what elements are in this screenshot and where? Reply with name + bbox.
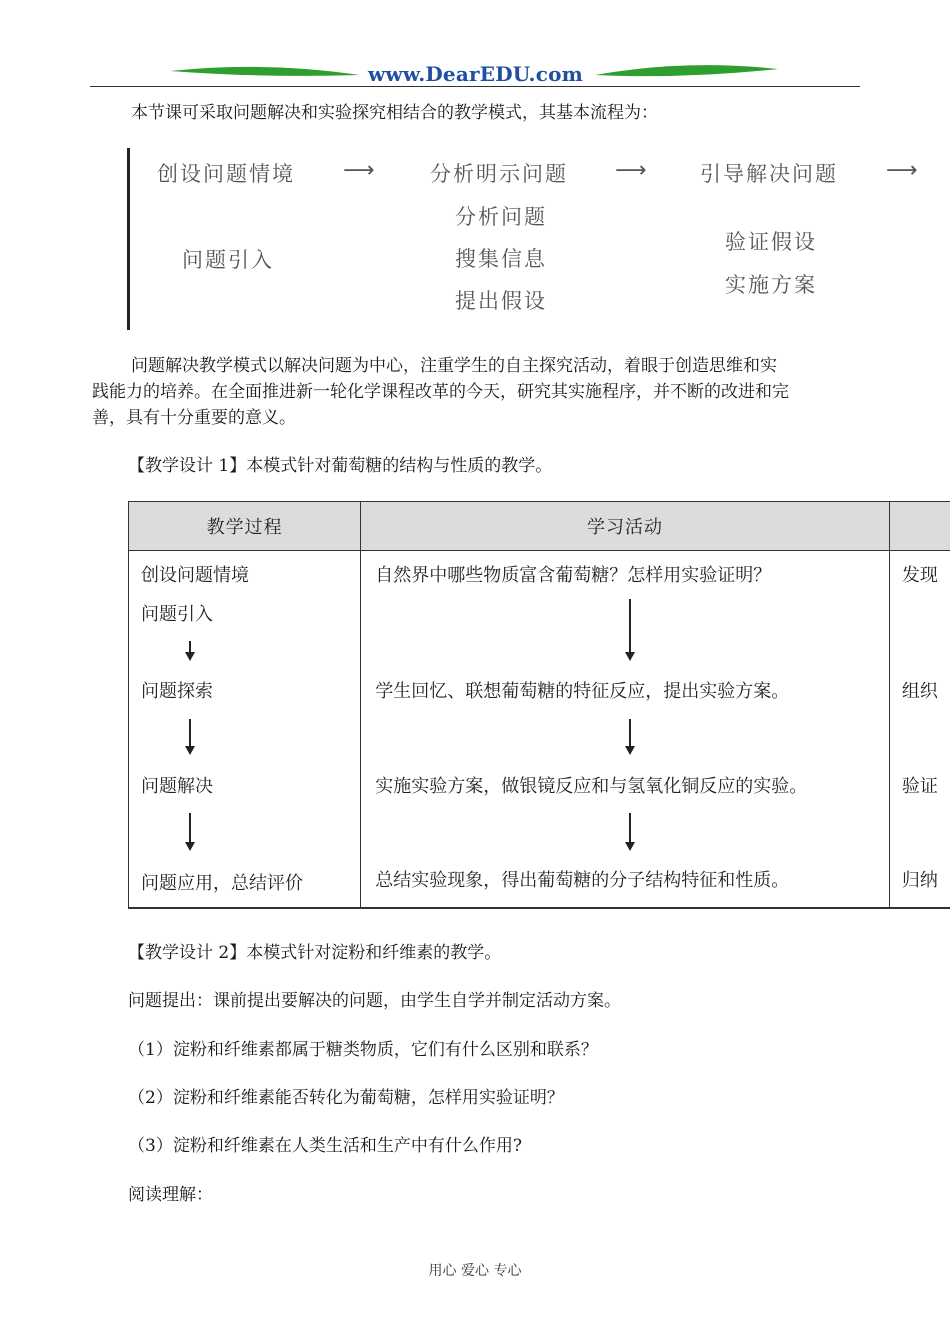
down-arrow-icon <box>189 641 191 659</box>
header-logo <box>170 58 780 94</box>
design2-heading: 【教学设计 2】本模式针对淀粉和纤维素的教学。 <box>128 943 502 963</box>
logo-text: www.DearEDU.com <box>367 62 583 86</box>
third-col-text: 归纳 <box>901 870 938 891</box>
activity-text: 自然界中哪些物质富含葡萄糖？怎样用实验证明？ <box>375 565 772 586</box>
flow-arrow-1: ⟶ <box>343 158 375 183</box>
flow-step-1: 创设问题情境 <box>157 162 295 186</box>
flow-item: 分析问题 <box>455 205 547 229</box>
body-line-3: 善，具有十分重要的意义。 <box>92 408 296 428</box>
flow-arrow-3: ⟶ <box>886 158 918 183</box>
down-arrow-icon <box>189 719 191 753</box>
process-step: 问题引入 <box>141 604 213 625</box>
down-arrow-icon <box>629 719 631 753</box>
third-col-text: 发现 <box>901 565 938 586</box>
table-header-third <box>889 502 950 551</box>
flow-step-2: 分析明示问题 <box>430 162 568 186</box>
flow-item: 实施方案 <box>725 273 817 297</box>
design2-question: （2）淀粉和纤维素能否转化为葡萄糖，怎样用实验证明？ <box>128 1088 564 1108</box>
table-header-activity: 学习活动 <box>361 502 890 551</box>
flow-arrow-2: ⟶ <box>615 158 647 183</box>
process-column <box>129 551 361 909</box>
flow-item: 验证假设 <box>725 230 817 254</box>
process-step: 问题解决 <box>141 776 213 797</box>
process-step: 创设问题情境 <box>141 565 249 586</box>
activity-text: 学生回忆、联想葡萄糖的特征反应，提出实验方案。 <box>375 681 790 702</box>
design2-question: （1）淀粉和纤维素都属于糖类物质，它们有什么区别和联系？ <box>128 1040 598 1060</box>
header-rule <box>90 86 860 87</box>
down-arrow-icon <box>189 813 191 849</box>
activity-text: 总结实验现象，得出葡萄糖的分子结构特征和性质。 <box>375 870 790 891</box>
activity-column <box>361 551 890 909</box>
page-footer: 用心 爱心 专心 <box>428 1263 522 1279</box>
third-col-text: 组织 <box>901 681 938 702</box>
down-arrow-icon <box>629 599 631 659</box>
activity-text: 实施实验方案，做银镜反应和与氢氧化铜反应的实验。 <box>375 776 808 797</box>
body-line-1: 问题解决教学模式以解决问题为中心，注重学生的自主探究活动，着眼于创造思维和实 <box>131 356 777 376</box>
design1-heading: 【教学设计 1】本模式针对葡萄糖的结构与性质的教学。 <box>128 456 553 476</box>
design2-reading: 阅读理解： <box>128 1185 213 1205</box>
flow-step-3: 引导解决问题 <box>700 162 838 186</box>
table-header-process: 教学过程 <box>129 502 361 551</box>
flow-item: 搜集信息 <box>455 247 547 271</box>
process-step: 问题应用，总结评价 <box>141 873 303 894</box>
down-arrow-icon <box>629 813 631 849</box>
flow-left-bar <box>127 148 130 330</box>
process-step: 问题探索 <box>141 681 213 702</box>
third-col-text: 验证 <box>901 776 938 797</box>
third-column <box>889 551 950 909</box>
flow-item: 问题引入 <box>182 248 274 272</box>
body-line-2: 践能力的培养。在全面推进新一轮化学课程改革的今天，研究其实施程序，并不断的改进和完 <box>92 382 789 402</box>
design2-question: （3）淀粉和纤维素在人类生活和生产中有什么作用? <box>128 1136 522 1156</box>
flow-item: 提出假设 <box>455 289 547 313</box>
intro-text: 本节课可采取问题解决和实验探究相结合的教学模式，其基本流程为： <box>131 103 658 123</box>
design2-problem-intro: 问题提出：课前提出要解决的问题，由学生自学并制定活动方案。 <box>128 991 621 1011</box>
design1-table <box>128 501 950 909</box>
